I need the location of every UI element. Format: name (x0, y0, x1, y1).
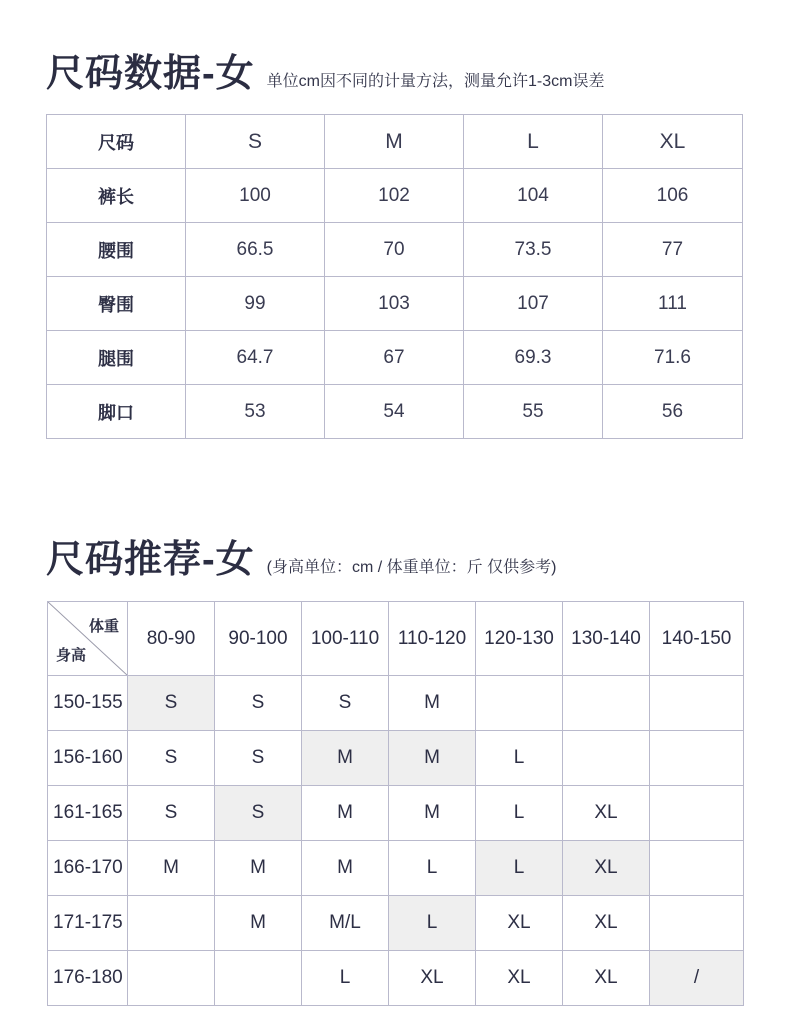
height-label: 156-160 (48, 731, 128, 786)
weight-header-cell: 110-120 (389, 602, 476, 676)
size-data-table (46, 114, 743, 439)
height-row (48, 731, 744, 786)
measurement-row (47, 223, 743, 277)
size-header-cell: XL (603, 115, 743, 169)
height-label: 150-155 (48, 676, 128, 731)
size-cell: M (302, 731, 389, 786)
size-cell: S (215, 731, 302, 786)
size-cell: S (128, 786, 215, 841)
weight-header-cell: 90-100 (215, 602, 302, 676)
size-cell: L (476, 841, 563, 896)
size-cell: XL (563, 786, 650, 841)
size-header-cell: S (186, 115, 325, 169)
corner-height-label: 身高 (56, 647, 87, 664)
size-cell: XL (563, 896, 650, 951)
size-cell: M (215, 896, 302, 951)
size-cell: L (476, 786, 563, 841)
size-cell (650, 841, 744, 896)
size-cell: XL (389, 951, 476, 1006)
size-cell: XL (563, 841, 650, 896)
measurement-value: 70 (325, 223, 464, 277)
measurement-row (47, 331, 743, 385)
measurement-value: 77 (603, 223, 743, 277)
measurement-value: 53 (186, 385, 325, 439)
measurement-value: 69.3 (464, 331, 603, 385)
size-cell: S (215, 786, 302, 841)
measurement-row (47, 169, 743, 223)
measurement-row (47, 277, 743, 331)
size-cell: M (389, 786, 476, 841)
size-cell: XL (476, 951, 563, 1006)
size-cell (650, 786, 744, 841)
size-cell: M (128, 841, 215, 896)
size-header-label: 尺码 (47, 115, 186, 169)
height-label: 176-180 (48, 951, 128, 1006)
height-row (48, 841, 744, 896)
size-cell: M/L (302, 896, 389, 951)
measurement-row (47, 385, 743, 439)
weight-header-cell: 140-150 (650, 602, 744, 676)
measurement-value: 64.7 (186, 331, 325, 385)
measurement-value: 102 (325, 169, 464, 223)
height-row (48, 951, 744, 1006)
measurement-value: 54 (325, 385, 464, 439)
size-cell (563, 676, 650, 731)
size-cell (650, 676, 744, 731)
corner-cell (48, 602, 128, 676)
size-cell: L (389, 841, 476, 896)
weight-header-cell: 120-130 (476, 602, 563, 676)
measurement-value: 99 (186, 277, 325, 331)
size-cell (128, 951, 215, 1006)
size-data-title: 尺码数据-女 (46, 53, 255, 95)
size-header-row (47, 115, 743, 169)
measurement-value: 100 (186, 169, 325, 223)
size-cell: XL (476, 896, 563, 951)
weight-header-cell: 130-140 (563, 602, 650, 676)
size-cell (650, 896, 744, 951)
measurement-label: 臀围 (47, 277, 186, 331)
size-cell: M (389, 731, 476, 786)
size-cell (215, 951, 302, 1006)
size-cell: M (389, 676, 476, 731)
size-data-heading (46, 42, 604, 97)
weight-header-cell: 80-90 (128, 602, 215, 676)
measurement-label: 腰围 (47, 223, 186, 277)
size-recommend-table (47, 601, 744, 1006)
weight-header-row (48, 602, 744, 676)
measurement-value: 106 (603, 169, 743, 223)
measurement-label: 裤长 (47, 169, 186, 223)
measurement-value: 67 (325, 331, 464, 385)
measurement-value: 71.6 (603, 331, 743, 385)
size-cell: L (476, 731, 563, 786)
size-cell: S (128, 731, 215, 786)
size-cell: M (302, 786, 389, 841)
size-cell: S (128, 676, 215, 731)
size-cell: M (215, 841, 302, 896)
size-cell: L (302, 951, 389, 1006)
measurement-value: 104 (464, 169, 603, 223)
size-cell: S (302, 676, 389, 731)
measurement-value: 66.5 (186, 223, 325, 277)
size-cell (650, 731, 744, 786)
size-recommend-heading (46, 528, 556, 583)
measurement-value: 107 (464, 277, 603, 331)
measurement-value: 56 (603, 385, 743, 439)
size-cell: / (650, 951, 744, 1006)
weight-header-cell: 100-110 (302, 602, 389, 676)
measurement-value: 103 (325, 277, 464, 331)
size-header-cell: M (325, 115, 464, 169)
height-label: 171-175 (48, 896, 128, 951)
size-header-cell: L (464, 115, 603, 169)
size-recommend-note: (身高单位：cm / 体重单位：斤 仅供参考) (266, 559, 557, 576)
size-recommend-title: 尺码推荐-女 (46, 539, 255, 581)
height-label: 161-165 (48, 786, 128, 841)
size-cell (476, 676, 563, 731)
size-cell (563, 731, 650, 786)
height-row (48, 896, 744, 951)
size-cell: S (215, 676, 302, 731)
height-row (48, 786, 744, 841)
measurement-value: 73.5 (464, 223, 603, 277)
height-row (48, 676, 744, 731)
size-cell: XL (563, 951, 650, 1006)
measurement-label: 脚口 (47, 385, 186, 439)
size-cell: M (302, 841, 389, 896)
size-cell (128, 896, 215, 951)
size-data-note: 单位cm因不同的计量方法，测量允许1-3cm误差 (266, 73, 605, 90)
height-label: 166-170 (48, 841, 128, 896)
measurement-value: 55 (464, 385, 603, 439)
measurement-label: 腿围 (47, 331, 186, 385)
measurement-value: 111 (603, 277, 743, 331)
corner-weight-label: 体重 (88, 618, 119, 635)
size-cell: L (389, 896, 476, 951)
